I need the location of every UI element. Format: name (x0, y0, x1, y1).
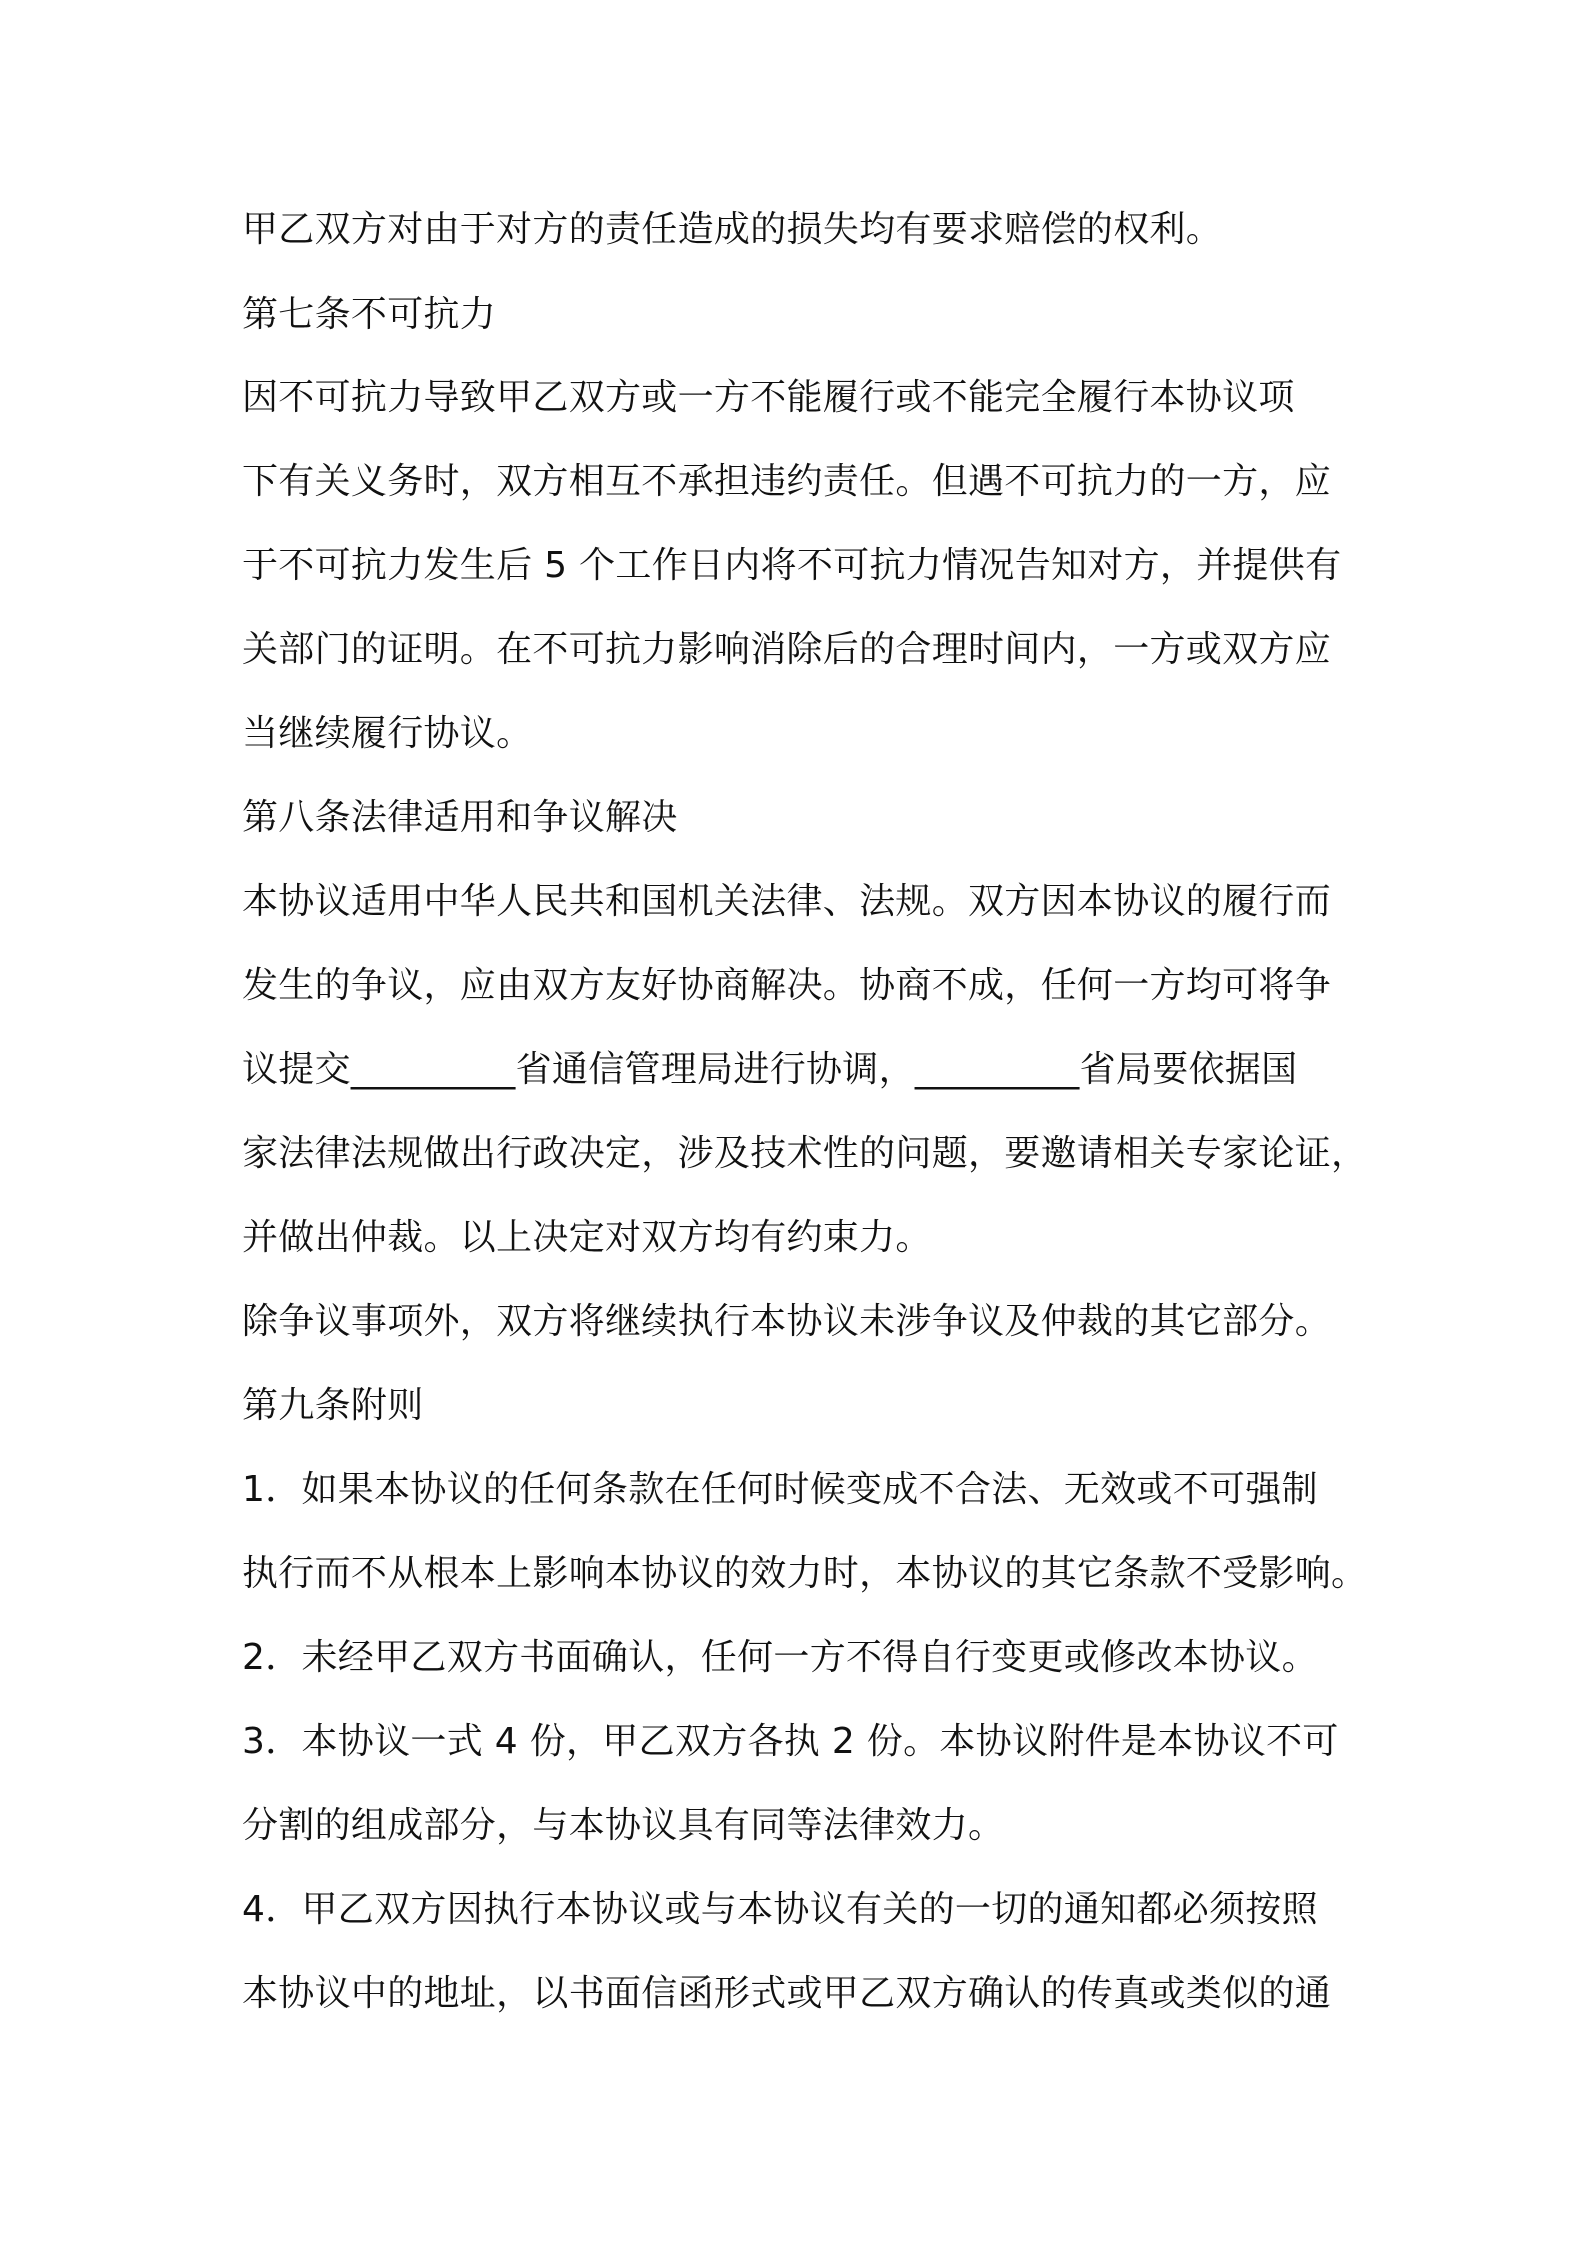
text-line-4: 下有关义务时，双方相互不承担违约责任。但遇不可抗力的一方，应 (242, 461, 1332, 502)
section-heading-7: 第七条不可抗力 (242, 294, 497, 335)
clause-item-1-line-1: 1．如果本协议的任何条款在任何时候变成不合法、无效或不可强制 (242, 1469, 1318, 1510)
text-line-5: 于不可抗力发生后 5 个工作日内将不可抗力情况告知对方，并提供有 (242, 545, 1342, 586)
text-line-3: 因不可抗力导致甲乙双方或一方不能履行或不能完全履行本协议项 (242, 377, 1295, 418)
clause-item-4-line-1: 4．甲乙双方因执行本协议或与本协议有关的一切的通知都必须按照 (242, 1889, 1318, 1930)
clause-item-2: 2．未经甲乙双方书面确认，任何一方不得自行变更或修改本协议。 (242, 1637, 1318, 1678)
text-line-14: 除争议事项外，双方将继续执行本协议未涉争议及仲裁的其它部分。 (242, 1301, 1332, 1342)
text-line-12: 家法律法规做出行政决定，涉及技术性的问题，要邀请相关专家论证， (242, 1133, 1368, 1174)
text-line-11: 议提交_________省通信管理局进行协调，_________省局要依据国 (242, 1049, 1298, 1090)
clause-item-1-line-2: 执行而不从根本上影响本协议的效力时，本协议的其它条款不受影响。 (242, 1553, 1368, 1594)
clause-item-3-line-2: 分割的组成部分，与本协议具有同等法律效力。 (242, 1805, 1005, 1846)
text-line-10: 发生的争议，应由双方友好协商解决。协商不成，任何一方均可将争 (242, 965, 1332, 1006)
text-line-1: 甲乙双方对由于对方的责任造成的损失均有要求赔偿的权利。 (242, 209, 1223, 250)
section-heading-8: 第八条法律适用和争议解决 (242, 797, 678, 838)
text-line-9: 本协议适用中华人民共和国机关法律、法规。双方因本协议的履行而 (242, 881, 1332, 922)
text-line-13: 并做出仲裁。以上决定对双方均有约束力。 (242, 1217, 932, 1258)
section-heading-9: 第九条附则 (242, 1385, 424, 1426)
clause-item-3-line-1: 3．本协议一式 4 份，甲乙双方各执 2 份。本协议附件是本协议不可 (242, 1721, 1339, 1762)
text-line-7: 当继续履行协议。 (242, 713, 533, 754)
text-line-6: 关部门的证明。在不可抗力影响消除后的合理时间内，一方或双方应 (242, 629, 1332, 670)
clause-item-4-line-2: 本协议中的地址，以书面信函形式或甲乙双方确认的传真或类似的通 (242, 1973, 1332, 2014)
